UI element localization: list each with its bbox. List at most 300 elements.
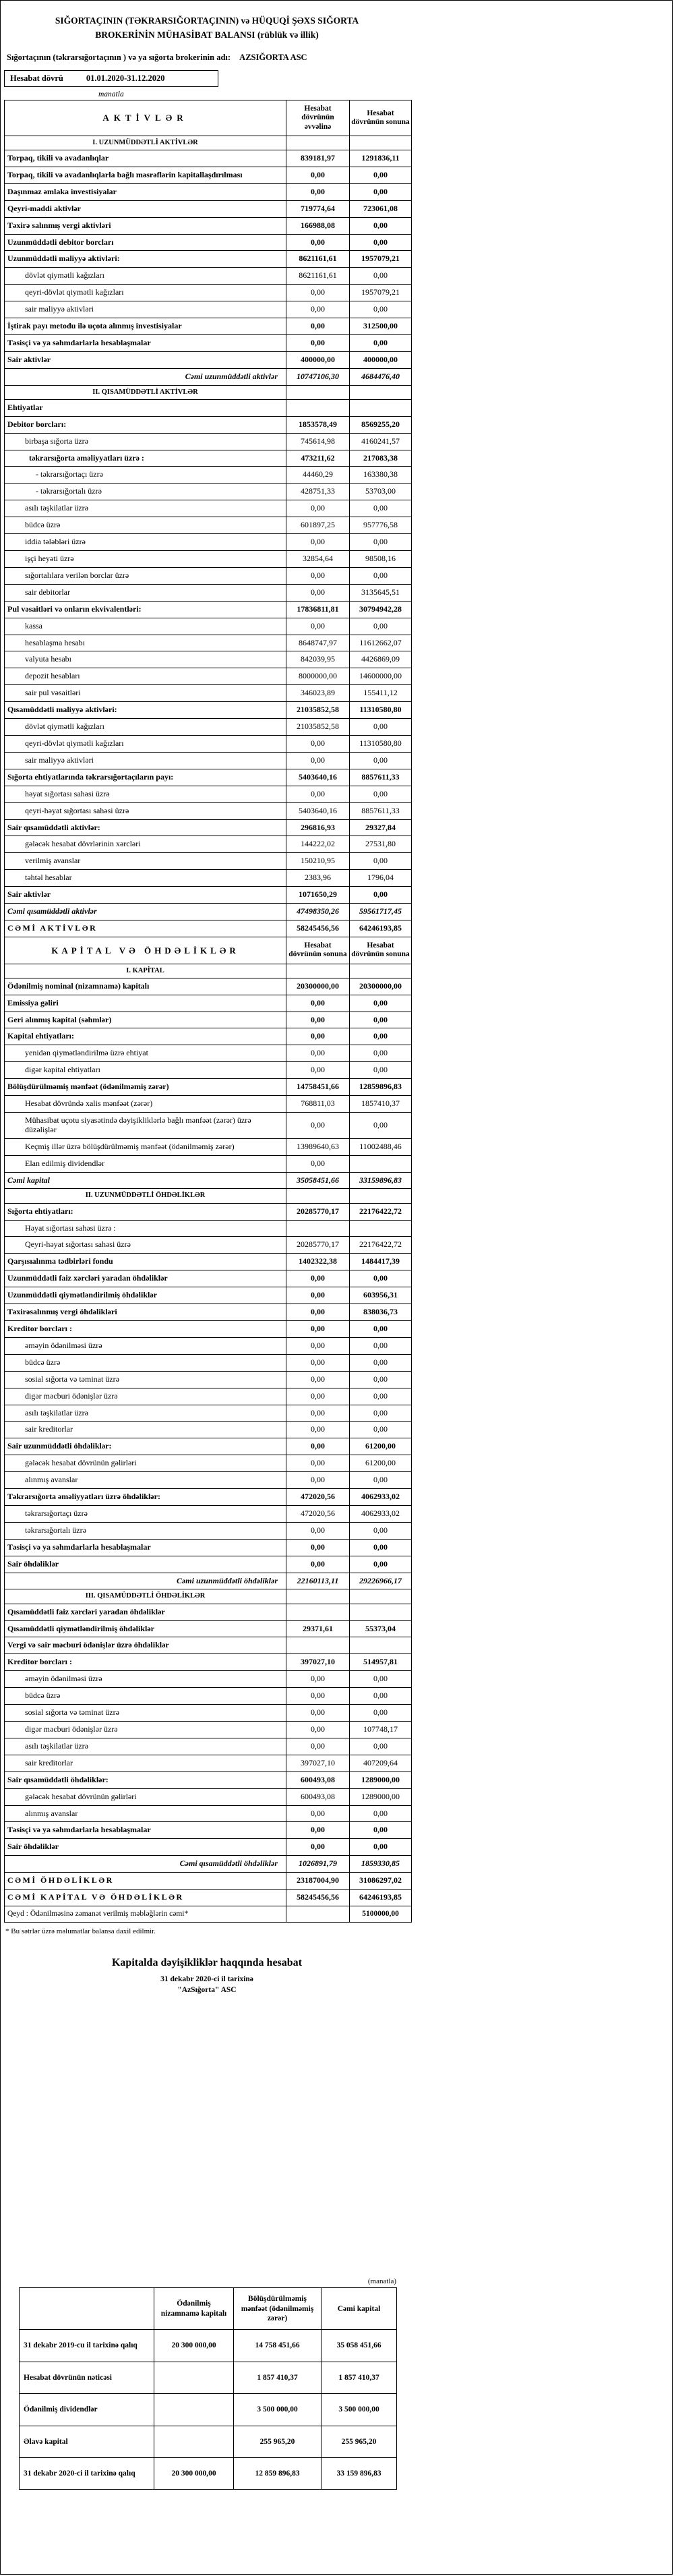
- value-period-end: 312500,00: [350, 318, 412, 335]
- row-label: kassa: [5, 618, 286, 635]
- balance-row: [5, 1337, 412, 1354]
- equity-value: 14 758 451,66: [234, 2330, 321, 2362]
- balance-row: [5, 635, 412, 651]
- equity-table-body: [20, 2330, 397, 2490]
- row-label: - təkrarsığortalı üzrə: [5, 484, 286, 500]
- row-label: büdcə üzrə: [5, 517, 286, 534]
- value-period-end: 0,00: [350, 995, 412, 1012]
- value-period-end: 400000,00: [350, 351, 412, 368]
- balance-row: [5, 1371, 412, 1388]
- equity-row: [20, 2330, 397, 2362]
- row-label: sair debitorlar: [5, 584, 286, 601]
- value-period-start: 0,00: [286, 1722, 350, 1738]
- row-label: Torpaq, tikili və avadanlıqlarla bağlı məsrəflərin kapitallaşdırılması: [5, 167, 286, 183]
- row-label: Qeyri-maddi aktivlər: [5, 200, 286, 217]
- section-header-row: [5, 385, 412, 399]
- balance-row: [5, 1422, 412, 1438]
- value-period-start: 0,00: [286, 1337, 350, 1354]
- value-period-end: 30794942,28: [350, 601, 412, 618]
- value-period-end: 11612662,07: [350, 635, 412, 651]
- value-period-start: 719774,64: [286, 200, 350, 217]
- balance-row: [5, 1856, 412, 1873]
- value-period-end: 4426869,09: [350, 651, 412, 668]
- row-label: Uzunmüddətli faiz xərcləri yaradan öhdəliklər: [5, 1270, 286, 1287]
- balance-row: [5, 1604, 412, 1620]
- equity-value: [154, 2426, 234, 2457]
- value-period-end: 0,00: [350, 1270, 412, 1287]
- value-period-start: 839181,97: [286, 150, 350, 167]
- value-period-end: 8857611,33: [350, 769, 412, 786]
- row-label: təhtəl hesablar: [5, 870, 286, 887]
- value-period-end: 0,00: [350, 1405, 412, 1422]
- row-label: CƏMİ AKTİVLƏR: [5, 920, 286, 937]
- balance-row: [5, 1354, 412, 1371]
- value-period-start: 600493,08: [286, 1788, 350, 1805]
- balance-row: [5, 351, 412, 368]
- row-label: işçi heyəti üzrə: [5, 551, 286, 568]
- row-label: Torpaq, tikili və avadanlıqlar: [5, 150, 286, 167]
- value-period-end: 8569255,20: [350, 416, 412, 433]
- value-period-end: 0,00: [350, 1671, 412, 1688]
- value-period-end: 0,00: [350, 1354, 412, 1371]
- balance-row: [5, 836, 412, 853]
- balance-row: [5, 1237, 412, 1254]
- row-label: Qeyri-həyat sığortası sahəsi üzrə: [5, 1237, 286, 1254]
- row-label: Ehtiyatlar: [5, 399, 286, 416]
- row-label: Debitor borcları:: [5, 416, 286, 433]
- column-period-start-header: Hesabat dövrünün əvvəlinə: [286, 100, 350, 136]
- row-label: Keçmiş illər üzrə bölüşdürülməmiş mənfəət (ödənilməmiş zərər): [5, 1138, 286, 1155]
- value-period-start: 0,00: [286, 1822, 350, 1839]
- value-period-start: 600493,08: [286, 1772, 350, 1788]
- equity-row: [20, 2426, 397, 2457]
- report-period-label: Hesabat dövrü: [10, 73, 63, 83]
- balance-row: [5, 601, 412, 618]
- row-label: asılı təşkilatlar üzrə: [5, 1405, 286, 1422]
- row-label: Uzunmüddətli debitor borcları: [5, 234, 286, 251]
- row-label: Təxirə salınmış vergi aktivləri: [5, 217, 286, 234]
- row-label: Sığorta ehtiyatları:: [5, 1203, 286, 1220]
- row-label: Kapital ehtiyatları:: [5, 1028, 286, 1045]
- balance-row: [5, 1539, 412, 1556]
- balance-row: [5, 1028, 412, 1045]
- value-period-start: 768811,03: [286, 1096, 350, 1113]
- value-period-start: 1853578,49: [286, 416, 350, 433]
- balance-row: [5, 1722, 412, 1738]
- value-period-start: 0,00: [286, 567, 350, 584]
- value-period-end: 0,00: [350, 1539, 412, 1556]
- section-header-row: [5, 1189, 412, 1203]
- value-period-start: 0,00: [286, 1556, 350, 1573]
- balance-row: [5, 200, 412, 217]
- balance-row: [5, 1705, 412, 1722]
- value-period-start: 0,00: [286, 285, 350, 301]
- value-period-end: [350, 1604, 412, 1620]
- balance-row: [5, 1012, 412, 1028]
- value-period-start: 0,00: [286, 995, 350, 1012]
- value-period-start: [286, 399, 350, 416]
- balance-row: [5, 467, 412, 484]
- value-period-start: 428751,33: [286, 484, 350, 500]
- equity-value: 3 500 000,00: [321, 2394, 397, 2426]
- value-period-end: 0,00: [350, 1062, 412, 1079]
- value-period-start: 58245456,56: [286, 920, 350, 937]
- value-period-end: 514957,81: [350, 1654, 412, 1671]
- value-period-end: 0,00: [350, 853, 412, 870]
- row-label: II. QISAMÜDDƏTLİ AKTİVLƏR: [5, 385, 286, 399]
- equity-currency-note: (manatla): [367, 2277, 396, 2286]
- value-period-start: 0,00: [286, 1287, 350, 1304]
- value-period-end: 0,00: [350, 217, 412, 234]
- value-period-start: 1402322,38: [286, 1254, 350, 1270]
- row-label: Qarşısıalınma tədbirləri fondu: [5, 1254, 286, 1270]
- balance-row: [5, 1203, 412, 1220]
- equity-value: 33 159 896,83: [321, 2457, 397, 2489]
- balance-row: [5, 1573, 412, 1589]
- row-label: təkrarsığortaçı üzrə: [5, 1505, 286, 1522]
- value-period-start: 0,00: [286, 1539, 350, 1556]
- row-label: Elan edilmiş dividendlər: [5, 1155, 286, 1172]
- balance-row: [5, 1839, 412, 1856]
- value-period-end: 0,00: [350, 1472, 412, 1489]
- balance-row: [5, 1890, 412, 1906]
- row-label: Qısamüddətli qiymətləndirilmiş öhdəliklər: [5, 1620, 286, 1637]
- balance-row: [5, 1045, 412, 1062]
- row-label: Pul vəsaitləri və onların ekvivalentləri:: [5, 601, 286, 618]
- equity-row: [20, 2457, 397, 2489]
- equity-changes-table: [19, 2287, 397, 2490]
- value-period-start: 0,00: [286, 318, 350, 335]
- value-period-start: 20300000,00: [286, 978, 350, 995]
- equity-header-row: [20, 2288, 397, 2330]
- value-period-end: 107748,17: [350, 1722, 412, 1738]
- value-period-end: 0,00: [350, 786, 412, 802]
- value-period-end: 3135645,51: [350, 584, 412, 601]
- value-period-end: [350, 1637, 412, 1654]
- row-label: digər məcburi ödənişlər üzrə: [5, 1722, 286, 1738]
- row-label: Təsisçi və ya səhmdarlarla hesablaşmalar: [5, 1822, 286, 1839]
- row-label: Təkrarsığorta əməliyyatları üzrə öhdəliklər:: [5, 1489, 286, 1506]
- equity-value: 255 965,20: [234, 2426, 321, 2457]
- value-period-start: 0,00: [286, 1371, 350, 1388]
- value-period-start: 32854,64: [286, 551, 350, 568]
- equity-value: 1 857 410,37: [234, 2362, 321, 2393]
- value-period-start: [286, 1637, 350, 1654]
- equity-row: [20, 2362, 397, 2393]
- value-period-end: 0,00: [350, 1522, 412, 1539]
- balance-row: [5, 1788, 412, 1805]
- balance-row: [5, 484, 412, 500]
- value-period-end: 0,00: [350, 1112, 412, 1138]
- value-period-end: 217083,38: [350, 450, 412, 467]
- balance-row: [5, 1637, 412, 1654]
- row-label: Sair öhdəliklər: [5, 1839, 286, 1856]
- balance-row: [5, 802, 412, 819]
- balance-row: [5, 1405, 412, 1422]
- value-period-start: 20285770,17: [286, 1203, 350, 1220]
- value-period-start: 58245456,56: [286, 1890, 350, 1906]
- balance-row: [5, 1438, 412, 1455]
- value-period-end: [350, 1155, 412, 1172]
- row-label: yenidən qiymətləndirilmə üzrə ehtiyat: [5, 1045, 286, 1062]
- row-label: dövlət qiymətli kağızları: [5, 719, 286, 736]
- value-period-end: 64246193,85: [350, 1890, 412, 1906]
- value-period-end: 838036,73: [350, 1304, 412, 1321]
- balance-row: [5, 567, 412, 584]
- row-label: Qısamüddətli faiz xərcləri yaradan öhdəliklər: [5, 1604, 286, 1620]
- value-period-end: 0,00: [350, 1738, 412, 1755]
- value-period-end: 407209,64: [350, 1755, 412, 1772]
- value-period-start: 35058451,66: [286, 1172, 350, 1189]
- balance-row: [5, 450, 412, 467]
- value-period-start: 8000000,00: [286, 668, 350, 685]
- value-period-end: 0,00: [350, 301, 412, 318]
- value-period-end: 20300000,00: [350, 978, 412, 995]
- row-label: Sair aktivlər: [5, 351, 286, 368]
- row-label: Təsisçi və ya səhmdarlarla hesablaşmalar: [5, 334, 286, 351]
- value-period-start: 472020,56: [286, 1505, 350, 1522]
- assets-header: AKTİVLƏR: [5, 100, 286, 136]
- value-period-start: 1071650,29: [286, 887, 350, 904]
- row-label: Sair uzunmüddətli öhdəliklər:: [5, 1438, 286, 1455]
- value-period-end: 1957079,21: [350, 251, 412, 268]
- value-period-end: 12859896,83: [350, 1079, 412, 1096]
- value-period-start: 473211,62: [286, 450, 350, 467]
- value-period-end: 31086297,02: [350, 1873, 412, 1890]
- balance-row: [5, 1556, 412, 1573]
- balance-row: [5, 719, 412, 736]
- value-period-end: 29327,84: [350, 819, 412, 836]
- row-label: həyat sığortası sahəsi üzrə: [5, 786, 286, 802]
- row-label: gələcək hesabat dövrlərinin xərcləri: [5, 836, 286, 853]
- value-period-start: 0,00: [286, 1422, 350, 1438]
- value-period-end: 163380,38: [350, 467, 412, 484]
- balance-row: [5, 534, 412, 551]
- balance-row: [5, 517, 412, 534]
- value-period-end: 603956,31: [350, 1287, 412, 1304]
- value-period-end: 11310580,80: [350, 735, 412, 752]
- row-label: Cəmi qısamüddətli aktivlər: [5, 904, 286, 920]
- value-period-start: [286, 1604, 350, 1620]
- value-period-start: 8621161,61: [286, 268, 350, 285]
- equity-column-header: Ödənilmiş nizamnamə kapitalı: [154, 2288, 234, 2330]
- row-label: depozit hesabları: [5, 668, 286, 685]
- value-period-end: 0,00: [350, 1337, 412, 1354]
- balance-row: [5, 551, 412, 568]
- value-period-end: 0,00: [350, 1688, 412, 1705]
- value-period-start: 0,00: [286, 735, 350, 752]
- value-period-start: 0,00: [286, 1112, 350, 1138]
- value-period-start: 0,00: [286, 1012, 350, 1028]
- row-label: sair maliyyə aktivləri: [5, 301, 286, 318]
- value-period-end: 0,00: [350, 334, 412, 351]
- row-label: büdcə üzrə: [5, 1688, 286, 1705]
- balance-row: [5, 416, 412, 433]
- equity-row: [20, 2394, 397, 2426]
- row-label: Emissiya gəliri: [5, 995, 286, 1012]
- row-label: gələcək hesabat dövrünün gəlirləri: [5, 1455, 286, 1472]
- balance-row: [5, 1505, 412, 1522]
- balance-row: [5, 819, 412, 836]
- value-period-start: 150210,95: [286, 853, 350, 870]
- section-header-row: [5, 1589, 412, 1604]
- value-period-end: 0,00: [350, 1028, 412, 1045]
- value-period-start: 0,00: [286, 1304, 350, 1321]
- value-period-end: 0,00: [350, 1045, 412, 1062]
- balance-table-body: [5, 136, 412, 1922]
- value-period-start: 1026891,79: [286, 1856, 350, 1873]
- row-label: Təxirəsalınmış vergi öhdəlikləri: [5, 1304, 286, 1321]
- balance-row: [5, 1822, 412, 1839]
- value-period-end: 1857410,37: [350, 1096, 412, 1113]
- value-period-end: 0,00: [350, 887, 412, 904]
- row-label: III. QISAMÜDDƏTLİ ÖHDƏLİKLƏR: [5, 1589, 286, 1604]
- equity-column-header: [20, 2288, 154, 2330]
- value-period-start: 745614,98: [286, 433, 350, 450]
- balance-row: [5, 1455, 412, 1472]
- value-period-end: 61200,00: [350, 1438, 412, 1455]
- company-name: AZSIĞORTA ASC: [239, 52, 307, 62]
- row-label: iddia tələbləri üzrə: [5, 534, 286, 551]
- value-period-start: 296816,93: [286, 819, 350, 836]
- value-period-end: 4160241,57: [350, 433, 412, 450]
- balance-row: [5, 334, 412, 351]
- balance-row: [5, 853, 412, 870]
- value-period-start: [286, 1589, 350, 1604]
- value-period-end: 0,00: [350, 1320, 412, 1337]
- equity-row-label: 31 dekabr 2019-cu il tarixinə qalıq: [20, 2330, 154, 2362]
- value-period-start: 0,00: [286, 1522, 350, 1539]
- row-label: Cəmi uzunmüddətli öhdəliklər: [5, 1573, 286, 1589]
- value-period-end: 0,00: [350, 752, 412, 769]
- value-period-end: 1796,04: [350, 870, 412, 887]
- row-label: Həyat sığortası sahəsi üzrə :: [5, 1220, 286, 1237]
- balance-row: [5, 685, 412, 702]
- row-label: Uzunmüddətli maliyyə aktivləri:: [5, 251, 286, 268]
- value-period-start: [286, 136, 350, 150]
- value-period-end: 0,00: [350, 1388, 412, 1405]
- balance-row: [5, 1654, 412, 1671]
- row-label: verilmiş avanslar: [5, 853, 286, 870]
- value-period-start: 0,00: [286, 1270, 350, 1287]
- row-label: sair maliyyə aktivləri: [5, 752, 286, 769]
- value-period-start: 601897,25: [286, 517, 350, 534]
- balance-row: [5, 368, 412, 385]
- value-period-start: 10747106,30: [286, 368, 350, 385]
- value-period-start: 0,00: [286, 1688, 350, 1705]
- equity-report-company: "AzSığorta" ASC: [177, 1986, 237, 1995]
- row-label: Kreditor borcları :: [5, 1320, 286, 1337]
- value-period-end: 64246193,85: [350, 920, 412, 937]
- value-period-start: 0,00: [286, 1062, 350, 1079]
- value-period-end: [350, 1589, 412, 1604]
- document-title: [3, 14, 411, 42]
- value-period-start: [286, 964, 350, 978]
- value-period-end: 61200,00: [350, 1455, 412, 1472]
- balance-row: [5, 735, 412, 752]
- row-label: Hesabat dövründə xalis mənfəət (zərər): [5, 1096, 286, 1113]
- row-label: Təsisçi və ya səhmdarlarla hesablaşmalar: [5, 1539, 286, 1556]
- value-period-end: 0,00: [350, 1556, 412, 1573]
- value-period-start: 14758451,66: [286, 1079, 350, 1096]
- value-period-start: 0,00: [286, 183, 350, 200]
- value-period-end: [350, 399, 412, 416]
- row-label: Sair qısamüddətli aktivlər:: [5, 819, 286, 836]
- equity-report-heading: Kapitalda dəyişikliklər haqqında hesabat: [111, 1957, 302, 1969]
- row-label: sair kreditorlar: [5, 1755, 286, 1772]
- equity-value: 35 058 451,66: [321, 2330, 397, 2362]
- value-period-start: 0,00: [286, 534, 350, 551]
- row-label: əməyin ödənilməsi üzrə: [5, 1337, 286, 1354]
- equity-value: 255 965,20: [321, 2426, 397, 2457]
- value-period-end: 0,00: [350, 268, 412, 285]
- balance-row: [5, 995, 412, 1012]
- value-period-start: 22160113,11: [286, 1573, 350, 1589]
- equity-value: 20 300 000,00: [154, 2457, 234, 2489]
- value-period-end: 155411,12: [350, 685, 412, 702]
- row-label: Cəmi uzunmüddətli aktivlər: [5, 368, 286, 385]
- equity-value: 20 300 000,00: [154, 2330, 234, 2362]
- balance-row: [5, 500, 412, 517]
- value-period-start: 144222,02: [286, 836, 350, 853]
- value-period-start: 0,00: [286, 1472, 350, 1489]
- value-period-end: [350, 136, 412, 150]
- row-label: Vergi və sair məcburi ödənişlər üzrə öhdəliklər: [5, 1637, 286, 1654]
- row-label: əməyin ödənilməsi üzrə: [5, 1671, 286, 1688]
- row-label: birbaşa sığorta üzrə: [5, 433, 286, 450]
- value-period-start: 0,00: [286, 1738, 350, 1755]
- document-content: [3, 14, 411, 2490]
- value-period-end: 0,00: [350, 719, 412, 736]
- value-period-start: 8621161,61: [286, 251, 350, 268]
- value-period-start: 0,00: [286, 1805, 350, 1822]
- row-label: I. UZUNMÜDDƏTLİ AKTİVLƏR: [5, 136, 286, 150]
- row-label: alınmış avanslar: [5, 1805, 286, 1822]
- balance-row: [5, 752, 412, 769]
- balance-row: [5, 399, 412, 416]
- value-period-start: 13989640,63: [286, 1138, 350, 1155]
- row-label: Qısamüddətli maliyyə aktivləri:: [5, 702, 286, 719]
- row-label: sosial sığorta və təminat üzrə: [5, 1705, 286, 1722]
- value-period-end: [350, 385, 412, 399]
- value-period-start: 0,00: [286, 1839, 350, 1856]
- row-label: təkrarsığortalı üzrə: [5, 1522, 286, 1539]
- value-period-end: 0,00: [350, 183, 412, 200]
- balance-row: [5, 1489, 412, 1506]
- balance-row: [5, 1671, 412, 1688]
- balance-row: [5, 1755, 412, 1772]
- row-label: Sair qısamüddətli öhdəliklər:: [5, 1772, 286, 1788]
- value-period-end: 0,00: [350, 167, 412, 183]
- equity-value: 3 500 000,00: [234, 2394, 321, 2426]
- value-period-start: [286, 1906, 350, 1922]
- value-period-start: 0,00: [286, 234, 350, 251]
- value-period-start: 23187004,90: [286, 1873, 350, 1890]
- value-period-start: 0,00: [286, 167, 350, 183]
- value-period-end: 98508,16: [350, 551, 412, 568]
- equity-value: [154, 2394, 234, 2426]
- value-period-end: 11002488,46: [350, 1138, 412, 1155]
- balance-row: [5, 668, 412, 685]
- balance-row: [5, 1270, 412, 1287]
- column-period-end-header: Hesabat dövrünün sonuna: [350, 100, 412, 136]
- equity-value: 12 859 896,83: [234, 2457, 321, 2489]
- company-label: Sığortaçının (təkrarsığortaçının ) və ya sığorta brokerinin adı:: [7, 52, 231, 62]
- balance-row: [5, 183, 412, 200]
- row-label: Cəmi kapital: [5, 1172, 286, 1189]
- balance-row: [5, 1388, 412, 1405]
- equity-value: 1 857 410,37: [321, 2362, 397, 2393]
